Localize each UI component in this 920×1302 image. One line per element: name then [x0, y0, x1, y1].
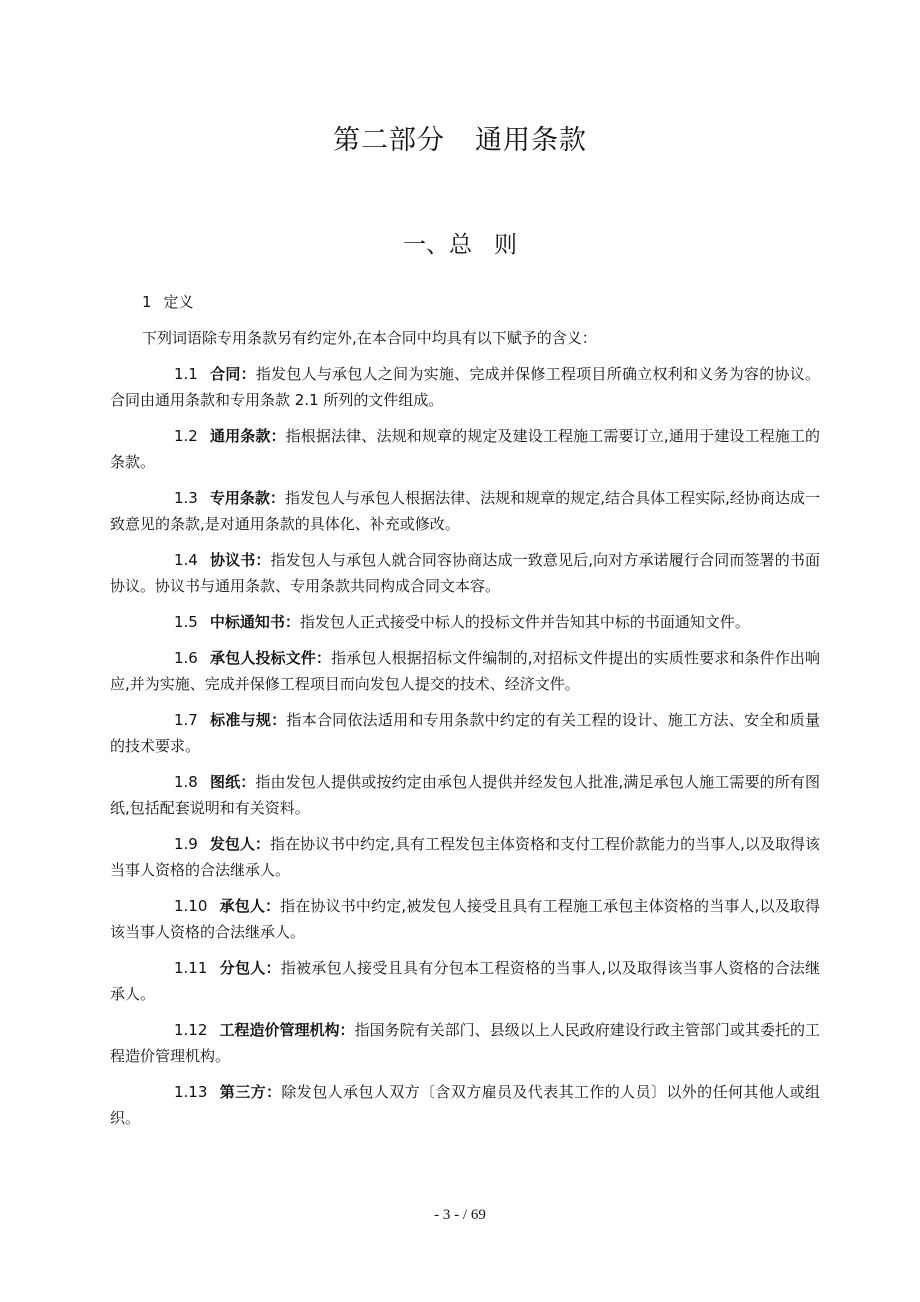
definition-text: 指国务院有关部门、县级以上人民政府建设行政主管部门或其委托的工程造价管理机构。 [110, 1021, 820, 1065]
definition-text: 指在协议书中约定,具有工程发包主体资格和支付工程价款能力的当事人,以及取得该当事人资格的合法继承人。 [110, 835, 820, 879]
definition-term: 承包人投标文件： [209, 649, 332, 667]
definition-number: 1.6 [174, 649, 198, 667]
chapter-title-part1: 一、总 [403, 232, 472, 258]
definition-item [110, 1079, 820, 1131]
definition-item [110, 893, 820, 945]
page-footer: - 3 - / 69 [434, 1207, 486, 1223]
definition-text: 指在协议书中约定,被发包人接受且具有工程施工承包主体资格的当事人,以及取得该当事人资格的合法继承人。 [110, 897, 820, 941]
definition-item [110, 609, 820, 635]
definition-number: 1.3 [174, 489, 198, 507]
definition-item [110, 361, 820, 413]
definition-text: 除发包人承包人双方〔含双方雇员及代表其工作的人员〕以外的任何其他人或组织。 [110, 1083, 820, 1127]
definition-term: 通用条款： [209, 427, 286, 445]
definition-text: 指发包人与承包人之间为实施、完成并保修工程项目所确立权利和义务为容的协议。合同由通用条款和专用条款 2.1 所列的文件组成。 [110, 365, 820, 409]
definition-text: 指发包人与承包人根据法律、法规和规章的规定,结合具体工程实际,经协商达成一致意见的条款,是对通用条款的具体化、补充或修改。 [110, 489, 820, 533]
definition-term: 中标通知书： [209, 613, 300, 631]
definition-term: 工程造价管理机构： [219, 1021, 355, 1039]
definition-term: 标准与规： [209, 711, 287, 729]
definition-term: 专用条款： [209, 489, 285, 507]
definition-number: 1.5 [174, 613, 198, 631]
chapter-title-part2: 则 [494, 232, 517, 258]
definition-number: 1.11 [174, 959, 208, 977]
definition-item [110, 1017, 820, 1069]
definition-term: 第三方： [219, 1083, 282, 1101]
definition-list [110, 361, 820, 1131]
definition-item [110, 955, 820, 1007]
section-title: 定义 [163, 293, 194, 311]
definition-text: 指由发包人提供或按约定由承包人提供并经发包人批准,满足承包人施工需要的所有图纸,包括配套说明和有关资料。 [110, 773, 820, 817]
definition-term: 分包人： [219, 959, 281, 977]
definition-text: 指被承包人接受且具有分包本工程资格的当事人,以及取得该当事人资格的合法继承人。 [110, 959, 820, 1003]
definition-number: 1.12 [174, 1021, 208, 1039]
definition-item [110, 485, 820, 537]
section-heading [110, 289, 820, 315]
chapter-title [0, 226, 920, 259]
definition-term: 合同： [209, 365, 256, 383]
definition-term: 承包人： [219, 897, 281, 915]
part-title-name: 通用条款 [475, 125, 587, 156]
part-title [0, 118, 920, 157]
definition-term: 图纸： [209, 773, 256, 791]
definition-text: 指根据法律、法规和规章的规定及建设工程施工需要订立,通用于建设工程施工的条款。 [110, 427, 820, 471]
definition-item [110, 547, 820, 599]
section-number: 1 [142, 293, 152, 311]
definition-item [110, 831, 820, 883]
definition-number: 1.9 [174, 835, 198, 853]
definition-number: 1.2 [174, 427, 198, 445]
definition-item [110, 645, 820, 697]
definition-number: 1.1 [174, 365, 198, 383]
definition-item [110, 769, 820, 821]
part-title-number: 第二部分 [333, 125, 445, 156]
definition-text: 指发包人与承包人就合同容协商达成一致意见后,向对方承诺履行合同而签署的书面协议。协议书与通用条款、专用条款共同构成合同文本容。 [110, 551, 820, 595]
definition-number: 1.13 [174, 1083, 208, 1101]
definition-item [110, 707, 820, 759]
definition-text: 指承包人根据招标文件编制的,对招标文件提出的实质性要求和条件作出响应,并为实施、完成并保修工程项目而向发包人提交的技术、经济文件。 [110, 649, 820, 693]
definition-item [110, 423, 820, 475]
document-body [110, 289, 820, 1141]
definition-text: 指发包人正式接受中标人的投标文件并告知其中标的书面通知文件。 [299, 613, 750, 631]
definition-text: 指本合同依法适用和专用条款中约定的有关工程的设计、施工方法、安全和质量的技术要求。 [110, 711, 820, 755]
definition-term: 协议书： [209, 551, 271, 569]
definition-number: 1.7 [174, 711, 198, 729]
section-intro: 下列词语除专用条款另有约定外,在本合同中均具有以下赋予的含义： [142, 329, 597, 347]
definition-number: 1.10 [174, 897, 208, 915]
definition-number: 1.8 [174, 773, 198, 791]
definition-number: 1.4 [174, 551, 198, 569]
definition-term: 发包人： [209, 835, 270, 853]
